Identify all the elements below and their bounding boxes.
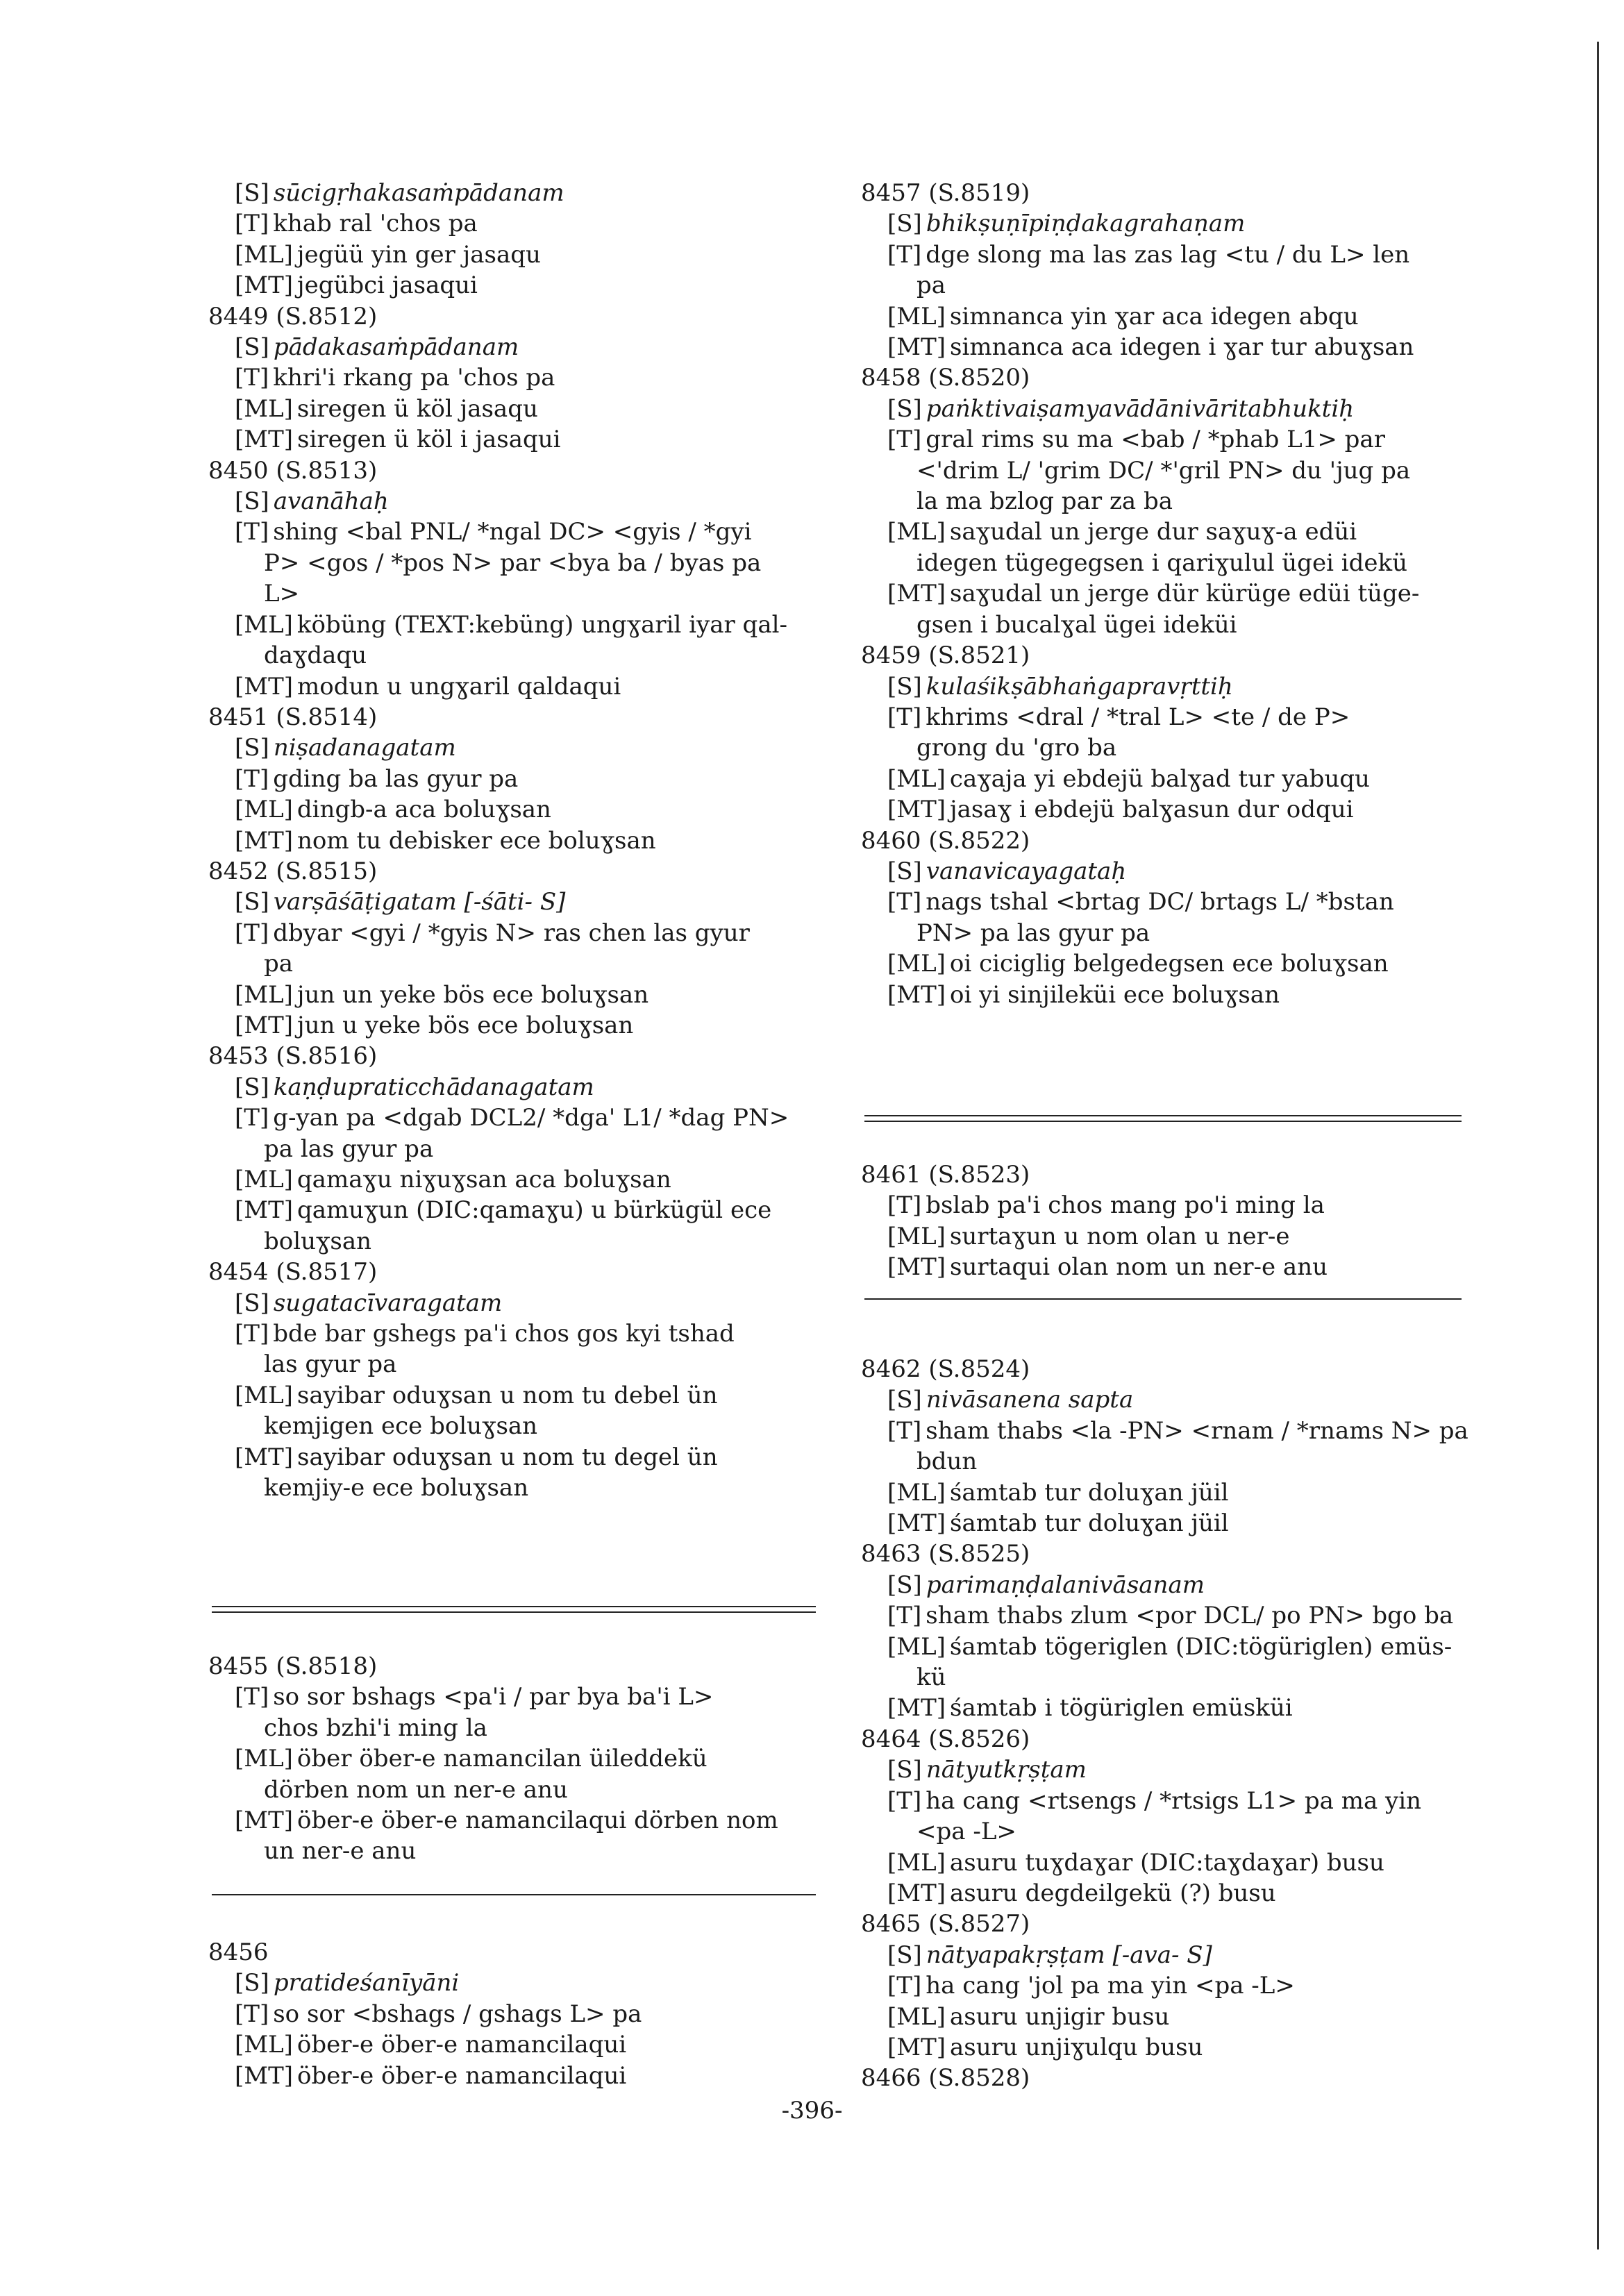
language-tag: [T] [235,1104,269,1132]
entry-text: khri'i rkang pa 'chos pa [273,364,555,392]
entry-line [861,394,1475,424]
entry-line [861,1252,1475,1282]
entry-continuation: <'drim L/ 'grim DC/ *'gril PN> du 'jug pa [916,456,1411,485]
entry-text: asuru unjigir busu [949,2002,1170,2031]
entry-line [861,1221,1475,1252]
entry-continuation: boluɣsan [264,1227,371,1255]
language-tag: [ML] [887,1222,946,1250]
entry-line [861,332,1475,362]
entry-line [208,1380,823,1411]
entry-line [861,948,1475,979]
language-tag: [S] [235,888,269,916]
dictionary-entry [861,178,1475,362]
entry-text: nātyapakṛṣṭam [-ava- S] [926,1941,1212,1969]
entry-line [208,1682,823,1712]
entry-number: 8454 (S.8517) [208,1258,378,1287]
left-bottom-column [208,1937,823,2091]
entry-text: khrims <dral / *tral L> <te / de P> [926,703,1350,731]
dictionary-entry [208,1041,823,1257]
entry-line [208,178,823,208]
entry-text: sayibar oduɣsan u nom tu debel ün [296,1381,718,1409]
entry-line [861,1570,1475,1600]
entry-text: nivāsanena sapta [926,1386,1134,1414]
entry-text: parimaṇḍalanivāsanam [926,1570,1205,1599]
entry-text: pādakasaṁpādanam [273,333,519,362]
language-tag: [MT] [235,426,294,454]
entry-continuation: kü [916,1664,946,1692]
language-tag: [ML] [887,764,946,793]
entry-line [861,980,1475,1010]
entry-line [208,1805,823,1836]
language-tag: [T] [887,703,922,731]
entry-line [861,517,1475,547]
entry-text: nātyutkṛṣṭam [926,1756,1087,1784]
language-tag: [T] [887,1191,922,1220]
entry-continuation: <pa -L> [916,1818,1016,1846]
entry-line [861,2002,1475,2032]
entry-line [208,1743,823,1774]
language-tag: [S] [887,857,922,885]
entry-number: 8462 (S.8524) [861,1355,1030,1383]
entry-line [208,1968,823,1998]
entry-text: öber-e öber-e namancilaqui dörben nom [297,1807,778,1835]
language-tag: [T] [887,1972,922,2000]
entry-text: śamtab tur doluɣan jüil [949,1478,1229,1507]
entry-text: siregen ü köl jasaqu [296,394,538,423]
entry-number: 8465 (S.8527) [861,1910,1030,1938]
entry-text: dge slong ma las zas lag <tu / du L> len [926,240,1410,269]
language-tag: [ML] [887,1848,946,1877]
entry-text: dbyar <gyi / *gyis N> ras chen las gyur [273,919,750,947]
language-tag: [ML] [887,518,946,546]
entry-line [861,240,1475,270]
entry-line [861,1847,1475,1878]
entry-line [861,208,1475,239]
entry-text: ha cang 'jol pa ma yin <pa -L> [926,1972,1295,2000]
language-tag: [ML] [887,2002,946,2031]
entry-number: 8463 (S.8525) [861,1540,1030,1568]
language-tag: [ML] [235,1166,293,1193]
language-tag: [MT] [235,672,294,701]
entry-line [208,1442,823,1473]
language-tag: [S] [887,210,922,238]
right-column [861,178,1475,1010]
entry-text: öber-e öber-e namancilaqui [297,2061,627,2090]
entry-line [208,980,823,1010]
language-tag: [MT] [887,2033,946,2061]
page-number: -396- [781,2097,843,2125]
entry-line [208,362,823,393]
language-tag: [ML] [235,240,293,269]
left-mid-block [208,1651,823,1867]
language-tag: [T] [887,1786,922,1815]
entry-text: bde bar gshegs pa'i chos gos kyi tshad [273,1320,735,1348]
entry-number: 8455 (S.8518) [208,1652,378,1680]
entry-continuation: la ma bzlog par za ba [916,487,1173,516]
section-divider [212,1894,816,1895]
language-tag: [MT] [887,1253,946,1282]
entry-text: dingb-a aca boluɣsan [296,796,551,824]
entry-text: bslab pa'i chos mang po'i ming la [926,1191,1325,1220]
entry-continuation: P> <gos / *pos N> par <bya ba / byas pa [264,548,762,577]
section-divider-double [864,1115,1462,1122]
entry-number: 8459 (S.8521) [861,642,1030,670]
language-tag: [ML] [235,394,293,423]
language-tag: [S] [235,734,269,762]
language-tag: [MT] [235,2061,294,2090]
entry-line [208,517,823,547]
entry-line [208,1288,823,1318]
entry-text: jegüü yin ger jasaqu [296,240,541,269]
entry-continuation: pa las gyur pa [264,1134,434,1163]
entry-line [861,1508,1475,1539]
entry-line [208,1010,823,1041]
language-tag: [MT] [887,1509,946,1538]
entry-text: ha cang <rtsengs / *rtsigs L1> pa ma yin [926,1786,1422,1815]
entry-line [861,1190,1475,1221]
language-tag: [S] [235,333,269,362]
language-tag: [ML] [235,2031,293,2059]
entry-text: asuru unjiɣulqu busu [950,2033,1203,2061]
entry-line [208,2061,823,2091]
section-divider-double [212,1606,816,1613]
dictionary-entry [861,826,1475,1010]
entry-text: jun un yeke bös ece boluɣsan [296,980,649,1009]
entry-continuation: chos bzhi'i ming la [264,1713,487,1742]
language-tag: [T] [235,2000,269,2028]
page-edge-line [1597,42,1599,2249]
language-tag: [MT] [235,1807,294,1835]
language-tag: [ML] [235,610,293,639]
dictionary-entry [208,856,823,1041]
entry-number: 8458 (S.8520) [861,364,1030,392]
left-top-block [208,178,823,1503]
entry-text: g-yan pa <dgab DCL2/ *dga' L1/ *dag PN> [273,1104,789,1132]
entry-continuation: pa [264,950,294,978]
language-tag: [MT] [235,1011,294,1039]
entry-line [861,1754,1475,1785]
entry-continuation: gsen i bucalɣal ügei ideküi [916,610,1237,639]
dictionary-entry [861,1724,1475,1909]
entry-text: jegübci jasaqui [297,271,478,300]
entry-line [861,301,1475,332]
right-mid-block [861,1159,1475,1283]
language-tag: [ML] [235,980,293,1009]
dictionary-entry [208,1651,823,1867]
entry-number: 8466 (S.8528) [861,2064,1030,2093]
entry-line [208,1072,823,1103]
entry-text: jasaɣ i ebdejü balɣasun dur odqui [950,796,1354,824]
language-tag: [T] [235,364,269,392]
language-tag: [T] [235,764,269,793]
entry-text: śamtab tögeriglen (DIC:tögüriglen) emüs- [949,1632,1453,1661]
entry-continuation: L> [264,580,300,608]
language-tag: [S] [887,1941,922,1969]
entry-text: surtaɣun u nom olan u ner-e [949,1222,1290,1250]
language-tag: [ML] [235,1745,293,1773]
entry-text: qamuɣun (DIC:qamaɣu) u bürkügül ece [297,1196,772,1225]
language-tag: [T] [235,919,269,947]
language-tag: [T] [887,1602,922,1630]
entry-text: śamtab i tögüriglen emüsküi [950,1694,1293,1723]
entry-text: gding ba las gyur pa [273,764,519,793]
entry-text: shing <bal PNL/ *ngal DC> <gyis / *gyi [273,518,752,546]
entry-text: öber-e öber-e namancilaqui [296,2031,627,2059]
entry-line [861,1600,1475,1631]
language-tag: [S] [235,179,269,207]
entry-line [208,671,823,702]
entry-text: paṅktivaiṣamyavādānivāritabhuktiḥ [926,394,1355,423]
entry-text: pratideśanīyāni [273,1969,460,1997]
entry-continuation: pa [916,271,946,300]
left-bottom-block [208,1937,823,2091]
language-tag: [T] [887,426,922,454]
entry-text: oi ciciglig belgedegsen ece boluɣsan [949,950,1389,978]
language-tag: [S] [235,487,269,516]
entry-text: gral rims su ma <bab / *phab L1> par [926,426,1385,454]
language-tag: [S] [235,1969,269,1997]
entry-line [861,2032,1475,2063]
entry-line [208,764,823,794]
entry-number: 8456 [208,1938,269,1966]
entry-text: jun u yeke bös ece boluɣsan [297,1011,634,1039]
language-tag: [MT] [235,271,294,300]
entry-line [208,424,823,455]
entry-number: 8450 (S.8513) [208,456,378,485]
entry-text: so sor bshags <pa'i / par bya ba'i L> [273,1683,714,1711]
entry-continuation: dörben nom un ner-e anu [264,1775,568,1804]
dictionary-entry [861,1159,1475,1283]
language-tag: [MT] [887,580,946,608]
dictionary-entry [208,1937,823,2091]
entry-text: saɣudal un jerge dür kürüge edüi tüge- [950,580,1420,608]
language-tag: [MT] [887,796,946,824]
dictionary-entry [861,2063,1475,2093]
language-tag: [T] [235,1320,269,1348]
entry-text: nom tu debisker ece boluɣsan [297,826,656,855]
language-tag: [MT] [887,1694,946,1723]
entry-text: avanāhaḥ [273,487,389,516]
entry-line [208,826,823,856]
entry-continuation: PN> pa las gyur pa [916,919,1150,947]
entry-text: sayibar oduɣsan u nom tu degel ün [297,1443,718,1471]
entry-text: caɣaja yi ebdejü balɣad tur yabuqu [949,764,1370,793]
entry-line [208,794,823,825]
entry-line [208,394,823,424]
entry-number: 8460 (S.8522) [861,826,1030,855]
language-tag: [MT] [235,826,294,855]
entry-number: 8452 (S.8515) [208,857,378,885]
right-bottom-block [861,1354,1475,2094]
entry-line [861,794,1475,825]
dictionary-entry [861,640,1475,825]
entry-line [208,887,823,917]
language-tag: [S] [887,394,922,423]
entry-text: bhikṣuṇīpiṇḍakagrahaṇam [926,210,1246,238]
entry-line [208,208,823,239]
entry-line [861,1970,1475,2001]
entry-line [208,610,823,640]
language-tag: [T] [887,888,922,916]
entry-line [861,1693,1475,1723]
entry-line [861,1632,1475,1662]
entry-line [861,671,1475,702]
entry-continuation: kemjiy-e ece boluɣsan [264,1474,529,1502]
language-tag: [ML] [887,302,946,330]
dictionary-entry [208,178,823,301]
entry-text: sham thabs zlum <por DCL/ po PN> bgo ba [926,1602,1454,1630]
language-tag: [T] [235,518,269,546]
dictionary-entry [861,1354,1475,1539]
entry-line [861,1878,1475,1909]
entry-line [208,1195,823,1225]
entry-text: surtaqui olan nom un ner-e anu [950,1253,1328,1282]
entry-text: vanavicayagataḥ [926,857,1127,885]
entry-line [861,1477,1475,1508]
entry-text: asuru tuɣdaɣar (DIC:taɣdaɣar) busu [949,1848,1384,1877]
entry-number: 8449 (S.8512) [208,302,378,330]
entry-text: simnanca yin ɣar aca idegen abqu [949,302,1359,330]
entry-number: 8453 (S.8516) [208,1042,378,1071]
entry-line [208,1103,823,1133]
entry-line [861,764,1475,794]
language-tag: [S] [887,1570,922,1599]
language-tag: [MT] [235,1196,294,1225]
entry-text: so sor <bshags / gshags L> pa [273,2000,642,2028]
entry-continuation: un ner-e anu [264,1837,417,1866]
entry-line [861,1416,1475,1446]
language-tag: [S] [235,1073,269,1101]
language-tag: [MT] [235,1443,294,1471]
language-tag: [ML] [887,1478,946,1507]
language-tag: [S] [887,1386,922,1414]
entry-text: kulaśikṣābhaṅgapravṛttiḥ [926,672,1233,701]
language-tag: [T] [887,240,922,269]
entry-line [861,1786,1475,1816]
entry-line [208,240,823,270]
dictionary-entry [208,455,823,702]
dictionary-entry [861,1909,1475,2063]
entry-text: sugatacīvaragatam [273,1289,503,1317]
entry-number: 8457 (S.8519) [861,179,1030,207]
dictionary-entry [208,702,823,856]
entry-continuation: daɣdaqu [264,642,367,670]
entry-text: modun u ungɣaril qaldaqui [297,672,621,701]
dictionary-entry [208,301,823,455]
entry-continuation: grong du 'gro ba [916,734,1117,762]
language-tag: [MT] [887,980,946,1009]
entry-text: qamaɣu niɣuɣsan aca boluɣsan [296,1166,671,1193]
language-tag: [T] [235,1683,269,1711]
entry-text: sūcigṛhakasaṁpādanam [273,179,564,207]
entry-line [861,1940,1475,1970]
entry-text: niṣadanagatam [273,734,456,762]
right-bottom-column [861,1354,1475,2094]
entry-text: saɣudal un jerge dur saɣuɣ-a edüi [949,518,1357,546]
dictionary-entry [208,1257,823,1503]
entry-text: öber öber-e namancilan üileddekü [296,1745,708,1773]
entry-continuation: las gyur pa [264,1350,397,1379]
language-tag: [ML] [235,1381,293,1409]
entry-text: köbüng (TEXT:kebüng) ungɣaril iyar qal- [296,610,787,639]
entry-text: nags tshal <brtag DC/ brtags L/ *bstan [926,888,1394,916]
section-divider [864,1298,1462,1300]
dictionary-entry [861,1539,1475,1723]
entry-line [208,1999,823,2029]
entry-line [861,887,1475,917]
entry-line [208,2029,823,2060]
entry-continuation: bdun [916,1448,978,1476]
language-tag: [ML] [887,1632,946,1661]
right-mid-column [861,1159,1475,1283]
language-tag: [T] [235,210,269,238]
language-tag: [ML] [887,950,946,978]
entry-text: varṣāśāṭigatam [-śāti- S] [273,888,566,916]
entry-line [861,578,1475,609]
entry-text: siregen ü köl i jasaqui [297,426,561,454]
entry-number: 8464 (S.8526) [861,1725,1030,1753]
entry-line [208,486,823,517]
entry-line [861,856,1475,887]
dictionary-entry [861,362,1475,640]
right-top-block [861,178,1475,1010]
entry-line [208,732,823,763]
language-tag: [S] [887,1756,922,1784]
language-tag: [T] [887,1416,922,1445]
entry-text: śamtab tur doluɣan jüil [950,1509,1229,1538]
entry-line [861,1384,1475,1415]
left-column [208,178,823,1503]
entry-continuation: idegen tügegegsen i qariɣulul ügei idekü [916,548,1408,577]
entry-line [208,1318,823,1349]
entry-line [861,702,1475,732]
entry-number: 8461 (S.8523) [861,1161,1030,1189]
entry-text: simnanca aca idegen i ɣar tur abuɣsan [950,333,1414,362]
entry-number: 8451 (S.8514) [208,703,378,731]
entry-line [208,918,823,948]
language-tag: [MT] [887,333,946,362]
entry-text: asuru degdeilgekü (?) busu [950,1879,1276,1907]
entry-line [208,1164,823,1195]
entry-line [208,270,823,301]
language-tag: [S] [887,672,922,701]
entry-line [861,424,1475,455]
language-tag: [S] [235,1289,269,1317]
left-mid-column [208,1651,823,1867]
entry-line [208,332,823,362]
entry-continuation: kemjigen ece boluɣsan [264,1412,538,1441]
language-tag: [ML] [235,796,293,824]
entry-text: oi yi sinjileküi ece boluɣsan [950,980,1280,1009]
entry-text: sham thabs <la -PN> <rnam / *rnams N> pa [926,1416,1468,1445]
entry-text: kaṇḍupraticchādanagatam [273,1073,594,1101]
entry-text: khab ral 'chos pa [273,210,478,238]
language-tag: [MT] [887,1879,946,1907]
